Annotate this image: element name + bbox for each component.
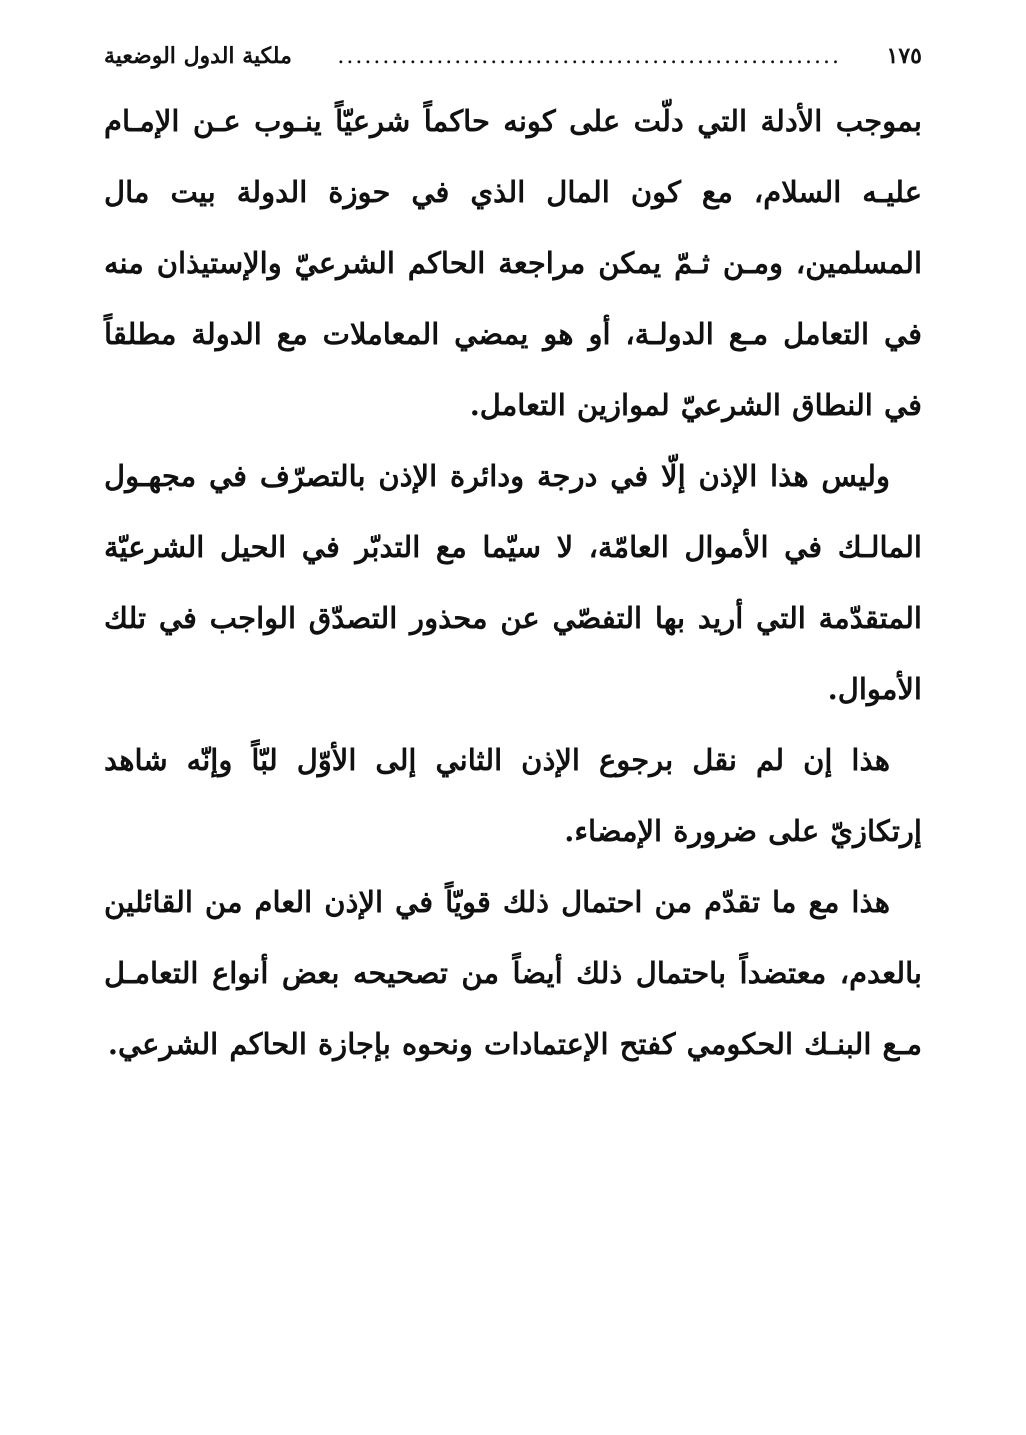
book-page [104,36,922,1080]
paragraph-3: هذا إن لم نقل برجوع الإذن الثاني إلى الأوّل لبّاً وإنّه شاهد إرتكازيّ على ضرورة الإمضاء. [104,743,922,848]
running-header [104,36,922,80]
body-text [104,86,922,1080]
paragraph-4: هذا مع ما تقدّم من احتمال ذلك قويّاً في الإذن العام من القائلين بالعدم، معتضداً باحتمال ذلك أيضاً من تصحيحه بعض أنواع التعامـل مـع البنـك الحكومي كفتح الإعتمادات ونحوه بإجازة الحاكم الشرعي. [104,885,922,1061]
page-number: ١٧٥ [886,43,922,69]
paragraph-2: وليس هذا الإذن إلّا في درجة ودائرة الإذن بالتصرّف في مجهـول المالـك في الأموال العامّة، لا سيّما مع التدبّر في الحيل الشرعيّة المتقدّمة التي أريد بها التفصّي عن محذور التصدّق الواجب في تلك الأموال. [104,459,922,706]
dot-leader: ........................................................ [337,44,842,69]
paragraph-1: بموجب الأدلة التي دلّت على كونه حاكماً شرعيّاً ينـوب عـن الإمـام عليـه السلام، مع كون المال الذي في حوزة الدولة بيت مال المسلمين، ومـن ثـمّ يمكن مراجعة الحاكم الشرعيّ والإستيذان منه في التعامل مـع الدولـة، أو هو يمضي المعاملات مع الدولة مطلقاً في النطاق الشرعيّ لموازين التعامل. [104,104,922,422]
running-title: ملكية الدول الوضعية [104,43,292,69]
